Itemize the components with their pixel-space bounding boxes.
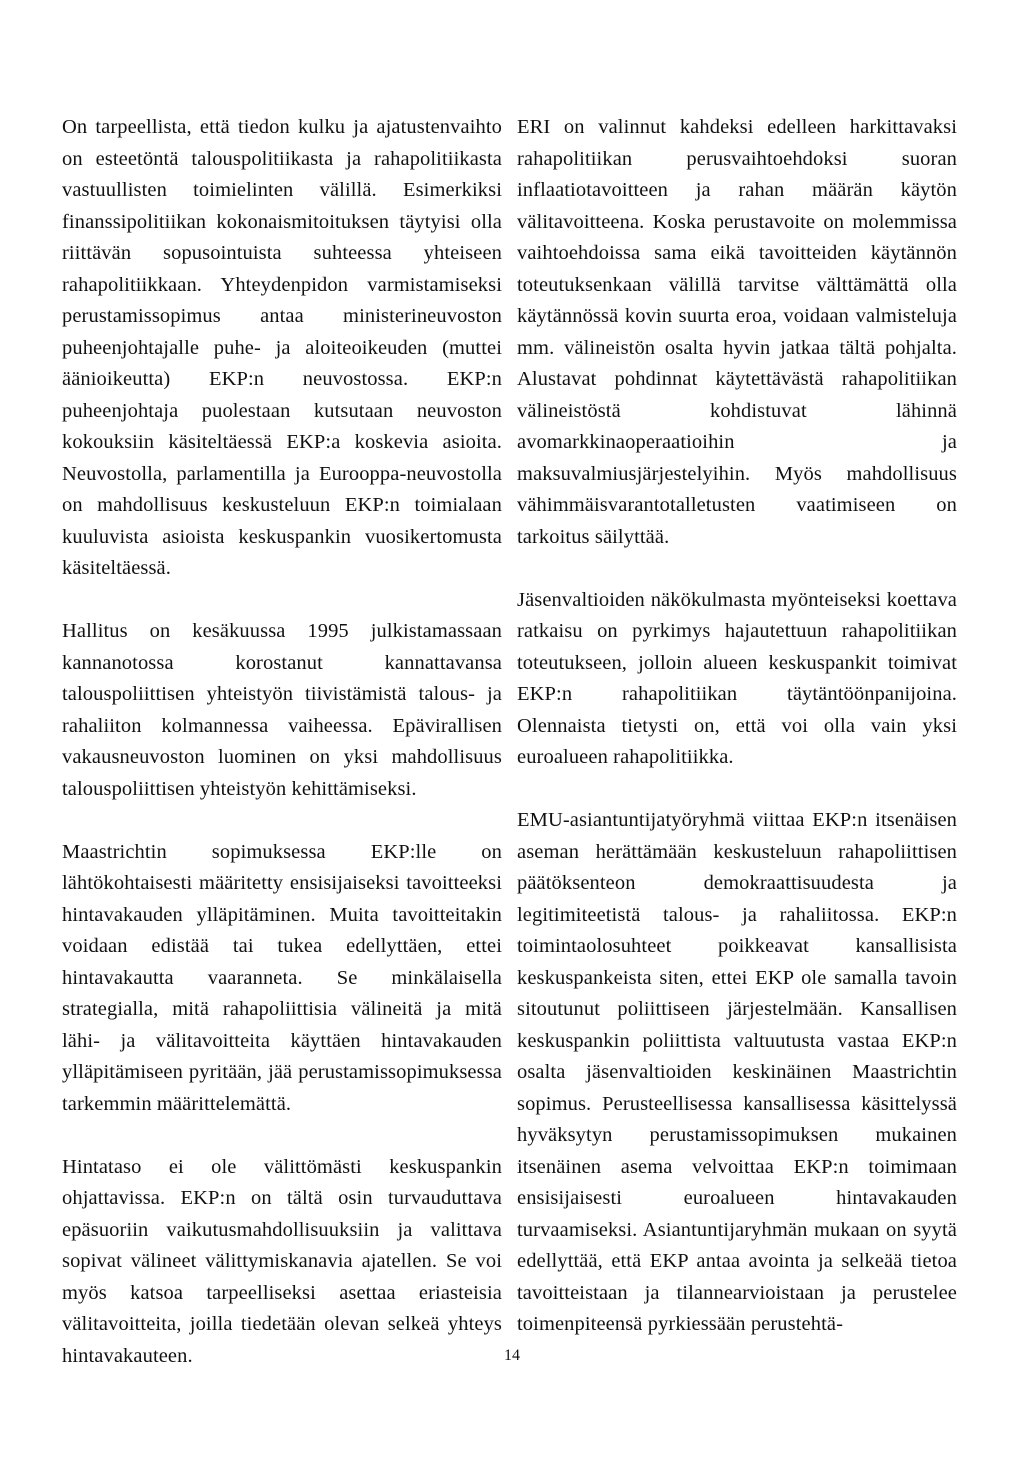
paragraph-price-level: Hintataso ei ole välittömästi keskuspankin ohjattavissa. EKP:n on tältä osin turvauduttava epäsuoriin vaikutusmahdollisuuksiin ja valittava sopivat välineet välittymiskanavia ajatellen. Se voi myös katsoa tarpeelliseksi asettaa eriasteisia välitavoitteita, joilla tiedetään olevan selkeä yhteys hintavakauteen. <box>62 1155 502 1367</box>
paragraph-maastricht-objective: Maastrichtin sopimuksessa EKP:lle on lähtökohtaisesti määritetty ensisijaiseksi tavoitteeksi hintavakauden ylläpitäminen. Muita tavoitteitakin voidaan edistää tai tukea edellyttäen, ettei hintavakautta vaaranneta. Se minkälaisella strategialla, mitä rahapoliittisia välineitä ja mitä lähi- ja välitavoitteita käyttäen hintavakauden ylläpitämiseen pyritään, jää perustamissopimuksessa tarkemmin määrittelemättä. <box>62 840 502 1115</box>
paragraph-member-states: Jäsenvaltioiden näkökulmasta myönteiseksi koettava ratkaisu on pyrkimys hajautettuun rahapolitiikan toteutukseen, jolloin alueen keskuspankit toimivat EKP:n rahapolitiikan täytäntöönpanijoina. Olennaista tietysti on, että voi olla vain yksi euroalueen rahapolitiikka. <box>517 588 957 768</box>
paragraph-emu-expert-group: EMU-asiantuntijatyöryhmä viittaa EKP:n itsenäisen aseman herättämään keskusteluun rahapoliittisen päätöksenteon demokraattisuudesta ja legitimiteetistä talous- ja rahaliitossa. EKP:n toimintaolosuhteet poikkeavat kansallisista keskuspankeista siten, ettei EKP ole samalla tavoin sitoutunut poliittiseen järjestelmään. Kansallisen keskuspankin poliittista valtuutusta vastaa EKP:n osalta jäsenvaltioiden keskinäinen Maastrichtin sopimus. Perusteellisessa kansallisessa käsittelyssä hyväksytyn perustamissopimuksen mukainen itsenäinen asema velvoittaa EKP:n toimimaan ensisijaisesti euroalueen hintavakauden turvaamiseksi. Asiantuntijaryhmän mukaan on syytä edellyttää, että EKP antaa avointa ja selkeää tietoa tavoitteistaan ja tilannearvioistaan ja perustelee toimenpiteensä pyrkiessään perustehtä- <box>517 809 957 1335</box>
paragraph-policy-coordination: On tarpeellista, että tiedon kulku ja ajatustenvaihto on esteetöntä talouspolitiikasta ja rahapolitiikasta vastuullisten toimielinten välillä. Esimerkiksi finanssipolitiikan kokonaismitoituksen täytyisi olla riittävän sopusointuista suhteessa yhteiseen rahapolitiikkaan. Yhteydenpidon varmistamiseksi perustamissopimus antaa ministerineuvoston puheenjohtajalle puhe- ja aloiteoikeuden (muttei äänioikeutta) EKP:n neuvostossa. EKP:n puheenjohtaja puolestaan kutsutaan neuvoston kokouksiin käsiteltäessä EKP:a koskevia asioita. Neuvostolla, parlamentilla ja Eurooppa-neuvostolla on mahdollisuus keskusteluun EKP:n toimialaan kuuluvista asioista keskuspankin vuosikertomusta käsiteltäessä. <box>62 116 502 579</box>
page-number: 14 <box>504 1347 520 1364</box>
left-column <box>62 112 502 1372</box>
paragraph-eri-strategy: ERI on valinnut kahdeksi edelleen harkittavaksi rahapolitiikan perusvaihtoehdoksi suoran inflaatiotavoitteen ja rahan määrän käytön välitavoitteena. Koska perustavoite on molemmissa vaihtoehdoissa sama eikä tavoitteiden käytännön toteutuksenkaan välillä tarvitse välttämättä olla käytännössä kovin suurta eroa, voidaan valmisteluja mm. välineistön osalta hyvin jatkaa tältä pohjalta. Alustavat pohdinnat käytettävästä rahapolitiikan välineistöstä kohdistuvat lähinnä avomarkkinaoperaatioihin ja maksuvalmiusjärjestelyihin. Myös mahdollisuus vähimmäisvarantotalletusten vaatimiseen on tarkoitus säilyttää. <box>517 116 957 548</box>
right-column <box>517 112 957 1341</box>
paragraph-government-statement: Hallitus on kesäkuussa 1995 julkistamassaan kannanotossa korostanut kannattavansa talouspoliittisen yhteistyön tiivistämistä talous- ja rahaliiton kolmannessa vaiheessa. Epävirallisen vakausneuvoston luominen on yksi mahdollisuus talouspoliittisen yhteistyön kehittämiseksi. <box>62 620 502 800</box>
